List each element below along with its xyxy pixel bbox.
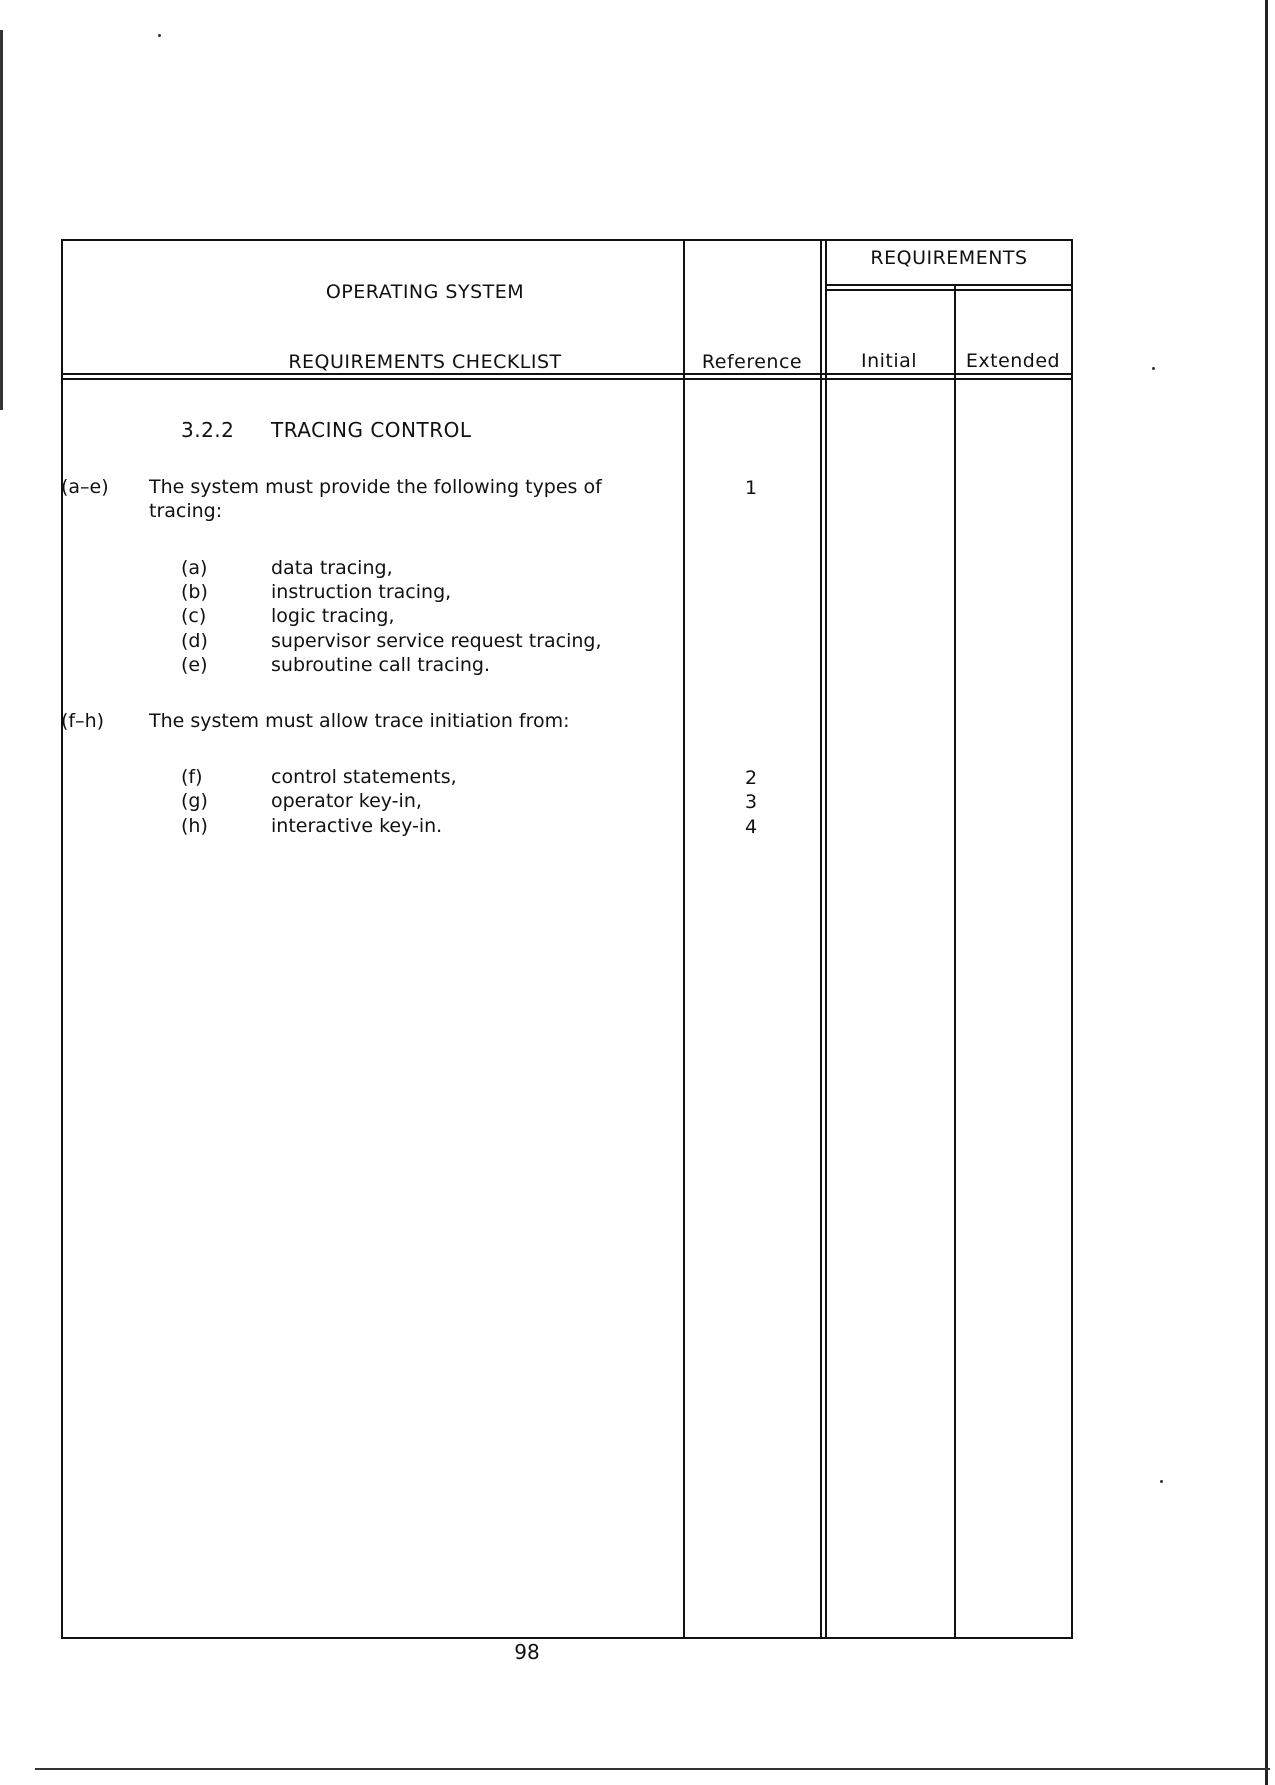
section-number: 3.2.2 xyxy=(181,418,235,442)
item-label: (g) xyxy=(181,790,208,812)
reference-value: 1 xyxy=(744,477,758,499)
requirements-checklist-table xyxy=(61,239,1073,1639)
item-text: data tracing, xyxy=(271,557,393,579)
scan-speck xyxy=(1160,1480,1163,1483)
item-text: logic tracing, xyxy=(271,605,395,627)
page-number: 98 xyxy=(514,1640,540,1664)
requirements-subheader-rule-b xyxy=(825,289,1073,291)
item-text: instruction tracing, xyxy=(271,581,452,603)
item-text: supervisor service request tracing, xyxy=(271,630,602,652)
item-text: operator key-in, xyxy=(271,790,422,812)
header-double-rule-b xyxy=(61,378,1073,380)
scan-edge-bottom xyxy=(35,1768,1270,1770)
initial-column-header: Initial xyxy=(860,350,918,372)
scan-edge-right xyxy=(1265,0,1268,1785)
requirements-subheader-rule-a xyxy=(825,284,1073,286)
initial-extended-rule xyxy=(954,286,956,1639)
extended-column-header: Extended xyxy=(965,350,1061,372)
scan-speck xyxy=(1152,367,1155,370)
requirement-text: tracing: xyxy=(149,500,223,522)
section-title: TRACING CONTROL xyxy=(271,418,472,442)
table-title-line-1: OPERATING SYSTEM xyxy=(325,281,525,303)
requirement-text: The system must allow trace initiation from: xyxy=(149,710,570,732)
reference-column-rule xyxy=(683,239,685,1639)
scan-speck xyxy=(158,34,161,37)
item-label: (f) xyxy=(181,766,203,788)
requirements-double-rule-a xyxy=(820,239,822,1639)
table-title-line-2: REQUIREMENTS CHECKLIST xyxy=(288,351,562,373)
group-tag: (a–e) xyxy=(61,476,109,498)
item-label: (d) xyxy=(181,630,208,652)
item-label: (c) xyxy=(181,605,207,627)
reference-value: 2 xyxy=(744,767,758,789)
item-label: (h) xyxy=(181,815,208,837)
item-text: control statements, xyxy=(271,766,457,788)
item-text: interactive key-in. xyxy=(271,815,443,837)
item-label: (a) xyxy=(181,557,208,579)
requirements-column-header: REQUIREMENTS xyxy=(870,247,1028,269)
header-double-rule-a xyxy=(61,373,1073,375)
requirements-double-rule-b xyxy=(825,239,827,1639)
scan-edge-left xyxy=(0,30,3,410)
reference-value: 3 xyxy=(744,791,758,813)
item-label: (e) xyxy=(181,654,208,676)
table-frame xyxy=(61,239,1073,1639)
reference-value: 4 xyxy=(744,816,758,838)
item-label: (b) xyxy=(181,581,208,603)
requirement-text: The system must provide the following types of xyxy=(149,476,602,498)
item-text: subroutine call tracing. xyxy=(271,654,491,676)
group-tag: (f–h) xyxy=(61,710,105,732)
reference-column-header: Reference xyxy=(701,351,803,373)
